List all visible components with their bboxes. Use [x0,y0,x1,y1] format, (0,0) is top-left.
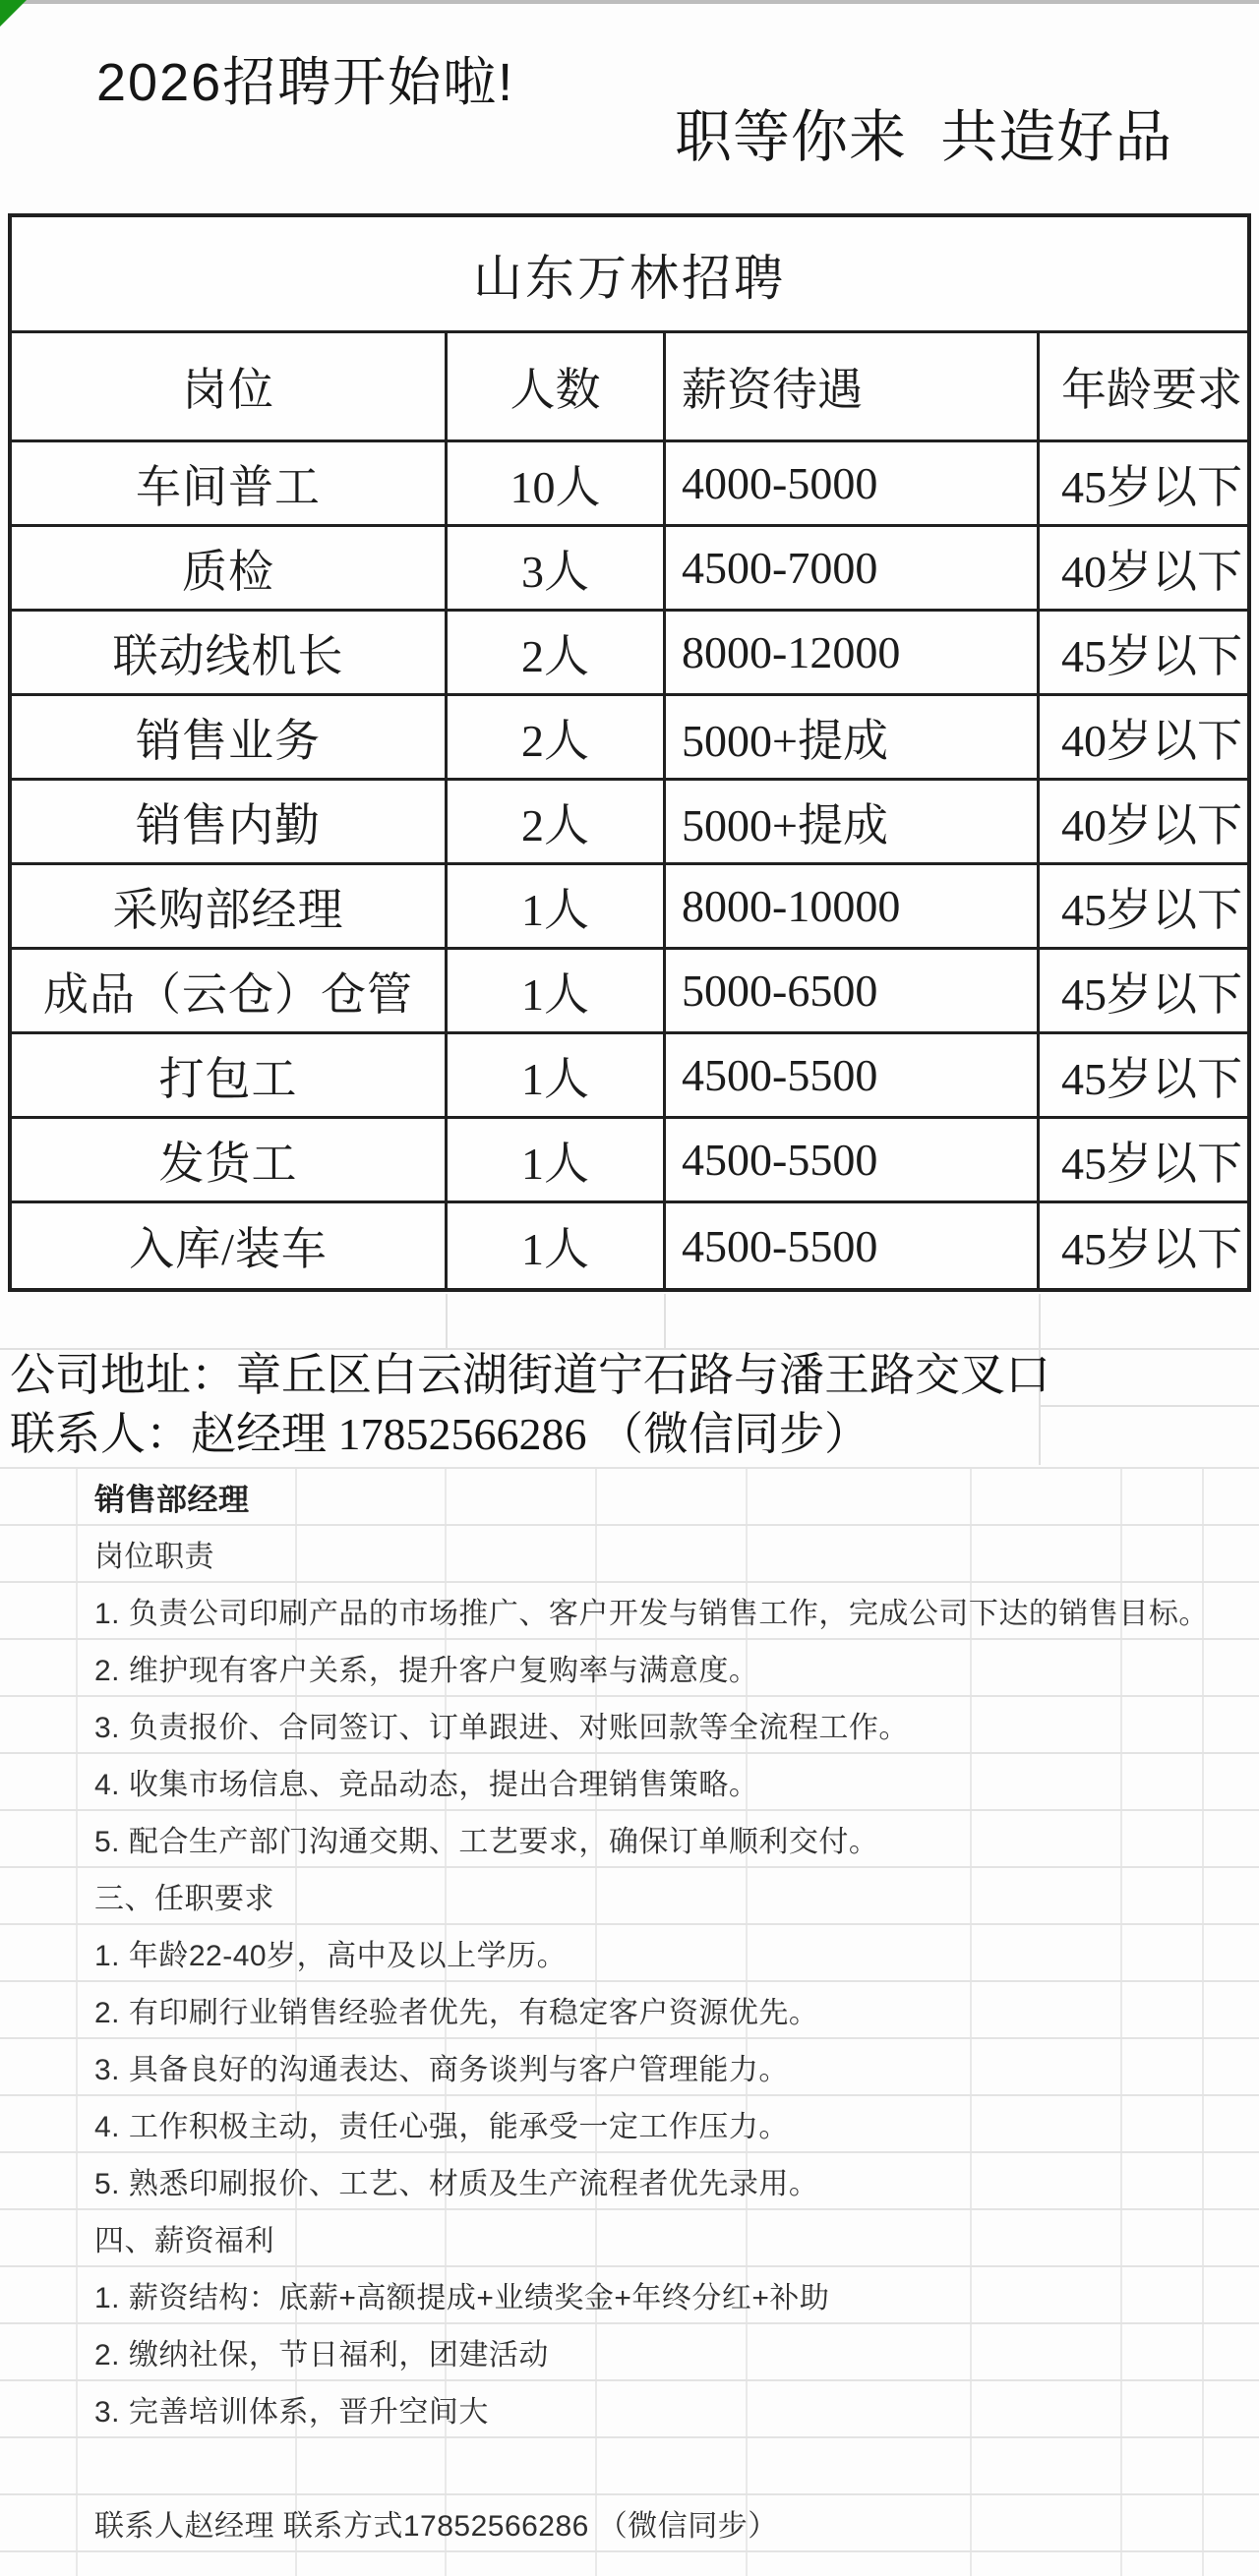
table-title: 山东万林招聘 [473,250,786,306]
age-cell: 40岁以下 [1061,546,1242,597]
job-description-section [0,1467,1259,2576]
detail-row: 1. 年龄22-40岁，高中及以上学历。 [0,1925,1259,1982]
column-header: 岗位 [12,333,448,439]
salary-cell: 4500-7000 [666,527,1040,609]
detail-row: 4. 工作积极主动，责任心强，能承受一定工作压力。 [0,2096,1259,2153]
headcount-cell: 1人 [448,950,666,1031]
detail-row: 5. 熟悉印刷报价、工艺、材质及生产流程者优先录用。 [0,2153,1259,2210]
position-cell: 联动线机长 [12,612,448,693]
detail-row: 四、薪资福利 [0,2210,1259,2267]
column-header: 年龄要求 [1061,365,1242,415]
headcount-cell: 2人 [448,612,666,693]
detail-row: 销售部经理 [0,1469,1259,1526]
position-cell: 发货工 [12,1119,448,1200]
age-cell: 45岁以下 [1061,968,1242,1020]
salary-cell: 8000-12000 [666,612,1040,693]
detail-row: 联系人赵经理 联系方式17852566286 （微信同步） [0,2495,1259,2552]
salary-cell: 5000-6500 [666,950,1040,1031]
salary-cell: 4500-5500 [666,1119,1040,1200]
table-row [12,950,1247,1034]
salary-cell: 4500-5500 [666,1034,1040,1116]
salary-cell: 5000+提成 [666,781,1040,862]
job-table [8,213,1251,1292]
detail-row: 1. 负责公司印刷产品的市场推广、客户开发与销售工作，完成公司下达的销售目标。 [0,1583,1259,1640]
table-row [12,612,1247,696]
detail-row: 三、任职要求 [0,1868,1259,1925]
salary-cell: 5000+提成 [666,696,1040,778]
age-cell: 45岁以下 [1061,1053,1242,1104]
age-cell: 45岁以下 [1061,630,1242,681]
position-cell: 入库/装车 [12,1203,448,1288]
table-header-row [12,333,1247,442]
position-cell: 车间普工 [12,442,448,524]
column-header: 人数 [448,333,666,439]
headcount-cell: 1人 [448,1203,666,1288]
salary-cell: 4000-5000 [666,442,1040,524]
headcount-cell: 3人 [448,527,666,609]
headline-secondary: 职等你来 共造好品 [675,105,1173,169]
detail-row: 2. 有印刷行业销售经验者优先，有稳定客户资源优先。 [0,1982,1259,2039]
headcount-cell: 1人 [448,865,666,947]
headcount-cell: 1人 [448,1119,666,1200]
table-title-row [12,217,1247,333]
detail-row: 2. 缴纳社保，节日福利，团建活动 [0,2324,1259,2381]
headcount-cell: 2人 [448,781,666,862]
detail-rows [0,1469,1259,2552]
age-cell: 40岁以下 [1061,799,1242,850]
salary-cell: 8000-10000 [666,865,1040,947]
photo-top-edge [18,0,1259,4]
position-cell: 销售内勤 [12,781,448,862]
position-cell: 打包工 [12,1034,448,1116]
gridline-v [664,1294,666,1349]
table-row [12,696,1247,781]
gridline-h [1039,1405,1259,1407]
position-cell: 质检 [12,527,448,609]
age-cell: 45岁以下 [1061,1138,1242,1189]
headcount-cell: 1人 [448,1034,666,1116]
headline-primary: 2026招聘开始啦! [96,53,515,112]
headcount-cell: 10人 [448,442,666,524]
salary-cell: 4500-5500 [666,1203,1040,1288]
green-corner-triangle-icon [0,0,27,27]
table-row [12,442,1247,527]
column-header: 薪资待遇 [666,333,1040,439]
age-cell: 45岁以下 [1061,1224,1242,1274]
job-table-body [12,442,1247,1288]
position-cell: 采购部经理 [12,865,448,947]
age-cell: 45岁以下 [1061,461,1242,512]
company-address-line: 公司地址：章丘区白云湖街道宁石路与潘王路交叉口 [10,1350,1050,1400]
age-cell: 40岁以下 [1061,715,1242,766]
contact-person-line: 联系人：赵经理 17852566286 （微信同步） [10,1409,869,1459]
detail-row: 2. 维护现有客户关系，提升客户复购率与满意度。 [0,1640,1259,1697]
table-row [12,527,1247,612]
position-cell: 成品（云仓）仓管 [12,950,448,1031]
detail-row: 岗位职责 [0,1526,1259,1583]
gridline-v [446,1294,448,1349]
table-row [12,1203,1247,1288]
age-cell: 45岁以下 [1061,884,1242,935]
detail-row: 1. 薪资结构：底薪+高额提成+业绩奖金+年终分红+补助 [0,2267,1259,2324]
table-row [12,865,1247,950]
table-row [12,1034,1247,1119]
detail-row: 3. 具备良好的沟通表达、商务谈判与客户管理能力。 [0,2039,1259,2096]
headcount-cell: 2人 [448,696,666,778]
detail-row: 4. 收集市场信息、竞品动态，提出合理销售策略。 [0,1754,1259,1811]
detail-row: 3. 负责报价、合同签订、订单跟进、对账回款等全流程工作。 [0,1697,1259,1754]
detail-row: 3. 完善培训体系，晋升空间大 [0,2381,1259,2438]
table-row [12,1119,1247,1203]
position-cell: 销售业务 [12,696,448,778]
detail-row: 5. 配合生产部门沟通交期、工艺要求，确保订单顺利交付。 [0,1811,1259,1868]
detail-row [0,2438,1259,2495]
table-row [12,781,1247,865]
